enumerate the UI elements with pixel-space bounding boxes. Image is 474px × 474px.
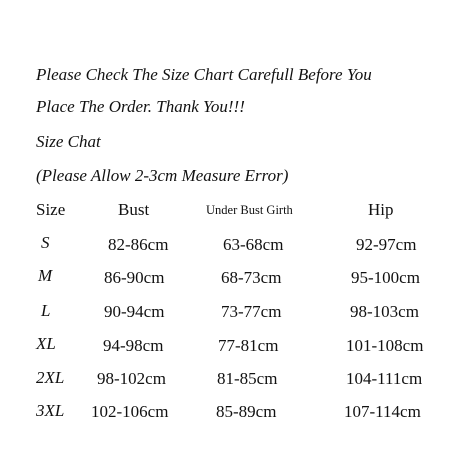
- table-row-size: 2XL: [36, 368, 65, 387]
- table-row-hip: 104-111cm: [346, 369, 423, 388]
- table-row-under-bust: 68-73cm: [221, 268, 282, 287]
- table-row-under-bust: 77-81cm: [218, 336, 279, 355]
- table-row-bust: 86-90cm: [104, 268, 165, 287]
- table-row-size: M: [38, 266, 53, 285]
- table-row-under-bust: 85-89cm: [216, 402, 277, 421]
- table-row-bust: 90-94cm: [104, 302, 165, 321]
- table-row-size: 3XL: [36, 401, 65, 420]
- table-row-under-bust: 81-85cm: [217, 369, 278, 388]
- table-row-hip: 98-103cm: [350, 302, 419, 321]
- table-row-bust: 102-106cm: [91, 402, 169, 421]
- header-bust: Bust: [118, 200, 150, 219]
- measure-error-note: (Please Allow 2-3cm Measure Error): [36, 166, 289, 185]
- table-row-under-bust: 73-77cm: [221, 302, 282, 321]
- table-row-bust: 82-86cm: [108, 235, 169, 254]
- table-row-size: XL: [36, 334, 56, 353]
- table-row-size: L: [41, 301, 51, 320]
- table-row-size: S: [41, 233, 50, 252]
- table-row-bust: 98-102cm: [97, 369, 166, 388]
- table-row-under-bust: 63-68cm: [223, 235, 284, 254]
- instruction-line-1: Please Check The Size Chart Carefull Before You: [36, 65, 372, 84]
- table-row-hip: 92-97cm: [356, 235, 417, 254]
- table-row-hip: 107-114cm: [344, 402, 421, 421]
- size-chart-title: Size Chat: [36, 132, 101, 151]
- table-row-bust: 94-98cm: [103, 336, 164, 355]
- header-hip: Hip: [368, 200, 394, 219]
- instruction-line-2: Place The Order. Thank You!!!: [36, 97, 245, 116]
- header-under-bust-girth: Under Bust Girth: [206, 203, 293, 217]
- table-row-hip: 101-108cm: [346, 336, 424, 355]
- table-row-hip: 95-100cm: [351, 268, 420, 287]
- header-size: Size: [36, 200, 66, 219]
